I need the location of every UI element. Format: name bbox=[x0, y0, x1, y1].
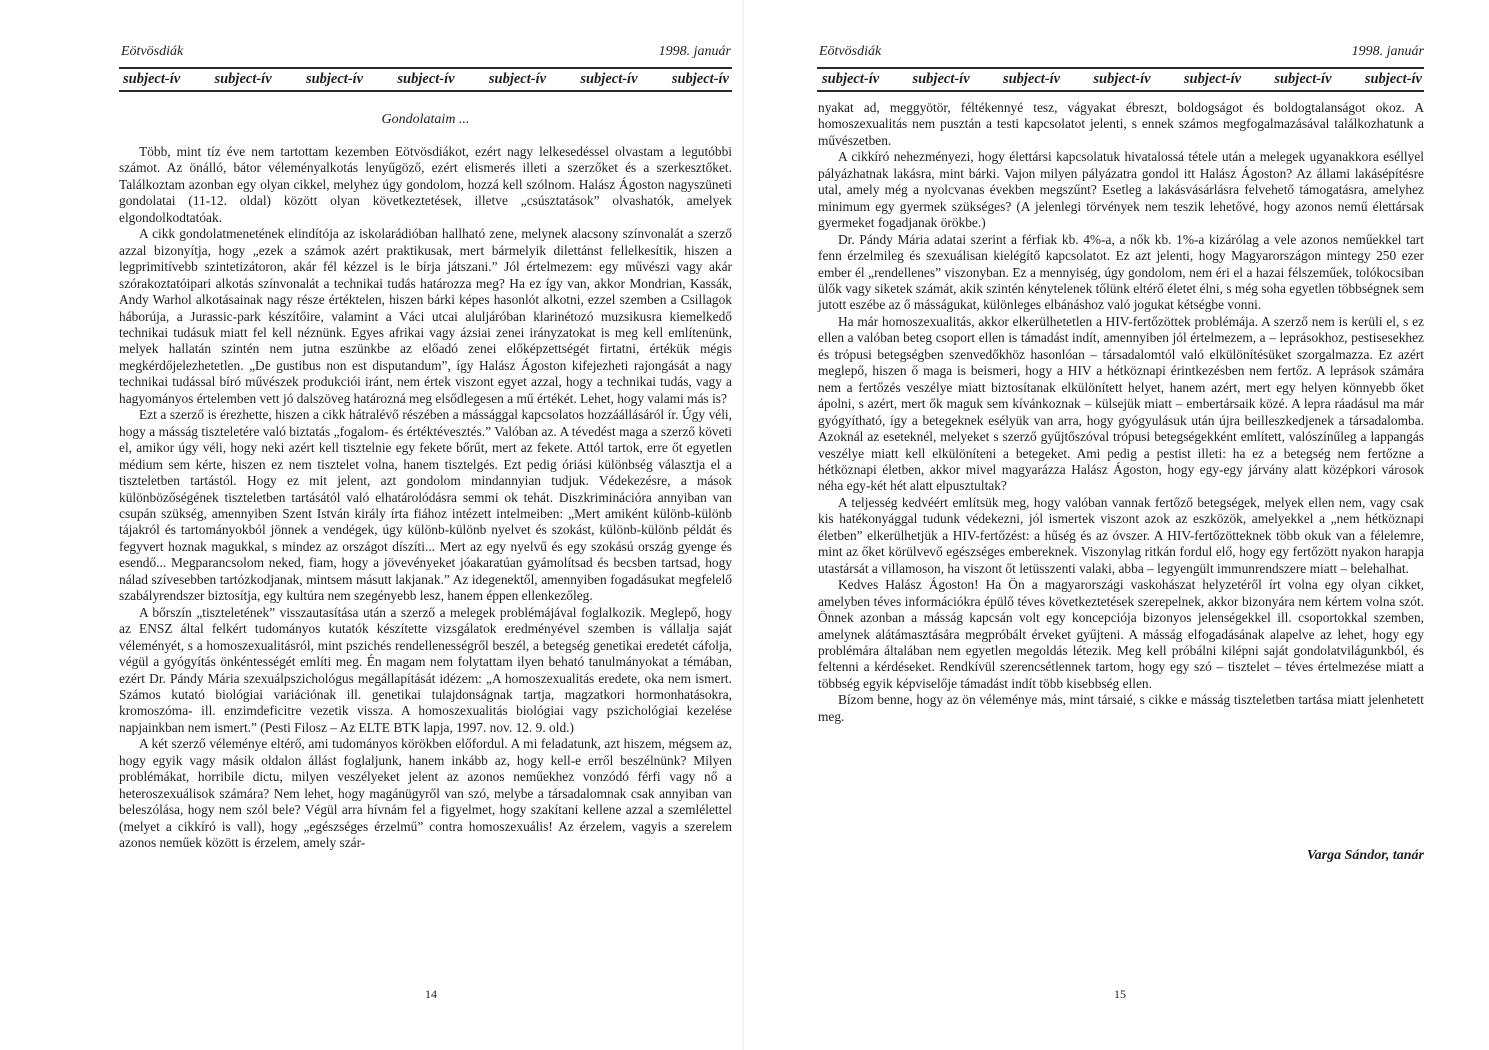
article-body bbox=[119, 144, 732, 851]
section-label: subject-ív bbox=[1183, 71, 1242, 87]
header-rule-bottom bbox=[119, 90, 732, 92]
section-label: subject-ív bbox=[671, 71, 729, 87]
running-header bbox=[121, 40, 731, 60]
paragraph: Kedves Halász Ágoston! Ha Ön a magyarországi vaskohászat helyzetéről írt volna egy olyan cikket, amelyben téves információkra épülő téves következtetések szerepelnek, akkor bizonyára nem kértem volna szót. Önnek azonban a másság kapcsán volt egy koncepciója bizonyos jelenségekkel ill. csoportokkal szemben, amelynek alátámasztására megpróbált érveket gyűjteni. A másság elfogadásának alapelve az lehet, hogy egy problémára általában nem egyetlen megoldás létezik. Meg kell próbálni kilépni saját gondolatvilágunkból, és feltenni a kérdéseket. Rendkívül szerencsétlennek tartom, hogy egy szó – tisztelet – téves értelmezése miatt a többség egyik képviselője támadást indít több kisebbség ellen. bbox=[818, 577, 1424, 691]
section-label: subject-ív bbox=[123, 71, 181, 87]
section-label: subject-ív bbox=[580, 71, 638, 87]
author-signature: Varga Sándor, tanár bbox=[1306, 848, 1424, 863]
section-label: subject-ív bbox=[1093, 71, 1151, 87]
paragraph: A cikkíró nehezményezi, hogy élettársi kapcsolatuk hivatalossá tétele után a melegek ugyanakkora eséllyel pályázhatnak lakásra, mint bárki. Vajon milyen pályázatra gondol itt Halász Ágoston? Az állami lakásépítésre utal, amely még a nyolcvanas években megszűnt? Esetleg a lakásvásárlásra felvehető támogatásra, amelyhez minimum egy gyermek szükséges? (A jelenlegi törvények nem teszik lehetővé, hogy azonos nemű élettársak gyermeket fogadjanak örökbe.) bbox=[818, 149, 1424, 231]
paragraph: A két szerző véleménye eltérő, ami tudományos körökben előfordul. A mi feladatunk, azt hiszem, mégsem az, hogy egyik vagy másik oldalon állást foglaljunk, hanem inkább az, hogy kell-e erről beszélnünk? Milyen problémákat, horribile dictu, milyen veszélyeket jelent az azonos neműekhez vonzódó férfi vagy nő a heteroszexuálisok számára? Nem lehet, hogy magánügyről van szó, melybe a társadalomnak csak annyiban van beleszólása, hogy nem szól bele? Végül arra hívnám fel a figyelmet, hogy szakítani kellene azzal a szemlélettel (melyet a cikkíró is vall), hogy „egészséges érzelmű” contra homoszexuális! Az érzelem, vagyis a szerelem azonos neműek között is érzelem, amely szár- bbox=[119, 736, 732, 851]
paragraph: Dr. Pándy Mária adatai szerint a férfiak kb. 4%-a, a nők kb. 1%-a kizárólag a vele azonos neműekkel tart fenn érzelmileg és szexuálisan kielégítő kapcsolatot. Ez azt jelenti, hogy Magyarországon mintegy 250 ezer ember él „rendellenes” viszonyban. Ez a mennyiség, úgy gondolom, nem éri el a hazai félszeműek, tolókocsiban ülők vagy siketek számát, akik szintén kénytelenek tőlünk eltérő életet élni, s még soha egyetlen többségnek sem jutott eszébe az ő másságukat, különleges elbánáshoz való jogukat kétségbe vonni. bbox=[818, 231, 1424, 313]
section-label: subject-ív bbox=[822, 71, 880, 87]
header-rule-top bbox=[817, 67, 1424, 69]
paragraph: Ezt a szerző is érezhette, hiszen a cikk hátralévő részében a mássággal kapcsolatos hozzáállásáról ír. Úgy véli, hogy a másság tiszteletére való biztatás „fogalom- és értéktévesztés.” Valóban az. A tévedést maga a szerző követi el, amikor úgy véli, hogy neki azért kell tisztelnie egy fekete bőrűt, mert az fekete. Attól tartok, erre őt egyetlen médium sem kérte, hiszen ez nem tisztelet volna, hanem tisztelgés. Ezt pedig óriási különbség választja el a tiszteletben tartástól. Hogy ez mit jelent, azt gondolom mindannyian tudjuk. Védekezésre, a mások különbözőségének tiszteletben tartásától való elhatárolódásra semmi ok tehát. Diszkriminációra annyiban van csupán szükség, amennyiben Szent István király írta fiához intézett intelmeiben: „Mert amiként különb-különb tájakról és tartományokból jönnek a vendégek, úgy különb-különb nyelvet és szokást, különb-különb példát és fegyvert hoznak magukkal, s mindez az országot díszíti... Mert az egy nyelvű és egy szokású ország gyenge és esendő... Megparancsolom neked, fiam, hogy a jövevényeket jóakaratúan gyámolítsad és becsben tartsad, hogy nálad szívesebben tartózkodjanak, mintsem másutt lakjanak.” Az idegenektől, amennyiben fogadásukat megfelelő szabályrendszer biztosítja, egy kultúra nem szegényebb lesz, hanem éppen ellenkezőleg. bbox=[119, 407, 732, 604]
paragraph: A teljesség kedvéért említsük meg, hogy valóban vannak fertőző betegségek, melyek ellen nem, vagy csak kis hatékonyággal tudunk védekezni, jól ismertek viszont azok az eszközök, amelyekkel a „nem hétköznapi életben” elkerülhetjük a HIV-fertőzést: a hűség és az óvszer. A HIV-fertőzötteknek több okuk van a félelemre, mint az őket körülvevő egészséges embereknek. Viszonylag ritkán fordul elő, hogy egy fertőzött nyakon harapja utastársát a villamoson, ha viszont őt letüsszenti valaki, abba – legyengült immunrendszere miatt – belehalhat. bbox=[818, 494, 1424, 576]
publication-name: Eötvösdiák bbox=[121, 44, 184, 59]
paragraph: Több, mint tíz éve nem tartottam kezemben Eötvösdiákot, ezért nagy lelkesedéssel olvastam a legutóbbi számot. Az önálló, bátor véleményalkotás lenyűgöző, ezért elismerés illeti a szerzőket és a szerkesztőket. Találkoztam azonban egy olyan cikkel, melyhez úgy gondolom, hozzá kell szólnom. Halász Ágoston nagyszüneti gondolatai (11-12. oldal) között olyan következtetések, illetve „csúsztatások” olvashatók, amelyek elgondolkodtatóak. bbox=[119, 144, 732, 225]
issue-date: 1998. január bbox=[1351, 44, 1424, 59]
section-banner bbox=[822, 70, 1422, 89]
paragraph: Bízom benne, hogy az ön véleménye más, mint társaié, s cikke e másság tiszteletben tartása miatt jelenhetett meg. bbox=[818, 692, 1424, 724]
section-label: subject-ív bbox=[1364, 71, 1422, 87]
article-body-continued bbox=[818, 100, 1424, 725]
paragraph: Ha már homoszexualitás, akkor elkerülhetetlen a HIV-fertőzöttek problémája. A szerző nem is kerüli el, s ez ellen a valóban beteg csoport ellen is támadást indít, amennyiben jól értelmezem, a – leprásokhoz, pestisesekhez és trópusi betegségben szenvedőkhöz hasonlóan – társadalomtól való elkülönítésüket szorgalmazza. Ez azért meglepő, hiszen ő maga is beismeri, hogy a HIV a hétköznapi érintkezésben nem fertőz. A leprások számára nem a fertőzés veszélye miatt biztosítanak elkülönített helyet, hanem azért, mert egy helyen könnyebb őket ápolni, s azért, mert ők maguk sem kívánkoznak – külsejük miatt – embertársaik közé. A lepra ráadásul ma már gyógyítható, így a betegeknek esélyük van arra, hogy gyógyulásuk után újra beilleszkedjenek a társadalomba. Azoknál az eseteknél, melyeket s szerző gyűjtőszóval trópusi betegségekként említett, valószínűleg a lappangás veszélye miatt kell elkülöníteni a betegeket. Ami pedig a pestist illeti: ha ez a betegség nem fertőzne a hétköznapi életben, akkor mivel magyarázza Halász Ágoston, hogy egy-egy járvány alatt középkori városok néha egy-két hét alatt elpusztultak? bbox=[818, 313, 1424, 494]
section-label: subject-ív bbox=[912, 71, 970, 87]
section-label: subject-ív bbox=[1002, 71, 1061, 87]
running-header bbox=[819, 40, 1424, 60]
header-rule-top bbox=[119, 67, 732, 69]
publication-name: Eötvösdiák bbox=[819, 44, 882, 59]
section-label: subject-ív bbox=[214, 71, 272, 87]
right-page bbox=[744, 0, 1489, 1050]
header-rule-bottom bbox=[817, 90, 1424, 92]
section-banner bbox=[123, 70, 729, 89]
section-label: subject-ív bbox=[1274, 71, 1332, 87]
issue-date: 1998. január bbox=[658, 44, 731, 59]
section-label: subject-ív bbox=[305, 71, 364, 87]
section-label: subject-ív bbox=[488, 71, 547, 87]
left-page bbox=[0, 0, 744, 1050]
paragraph: nyakat ad, meggyötör, féltékennyé tesz, vágyakat ébreszt, boldogságot és boldogtalanságot okoz. A homoszexualitás nem pusztán a testi kapcsolatot jelenti, s ennek számos megfogalmazásával találkozhatunk a művészetben. bbox=[818, 100, 1424, 148]
paragraph: A cikk gondolatmenetének elindítója az iskolarádióban hallható zene, melynek alacsony színvonalát a szerző azzal bizonyítja, hogy „ezek a számok azért praktikusak, mert bármelyik dilettánst fellelkesítik, hiszen a legprimitívebb szintetizátoron, akár fél kézzel is le bírja játszani.” Jól értelmezem: egy művészi vagy akár szórakoztatóipari alkotás színvonalát a technikai tudás határozza meg? Ha ez így van, akkor Mondrian, Kassák, Andy Warhol alkotásainak nagy része értéktelen, hiszen bárki képes hasonlót alkotni, ezzel szemben a Csillagok háborúja, a Jurassic-park készítőire, valamint a Váci utcai aluljáróban klarinétozó muzsikusra kiemelkedő technikai tudásuk miatt fel kell néznünk. Egyes afrikai vagy ázsiai zenei irányzatokat is meg kell említenünk, melyek hallatán szintén nem jutna eszünkbe az előadó zenei előképzettségét firtatni, értékük mégis megkérdőjelezhetetlen. „De gustibus non est disputandum”, így Halász Ágoston kifejezheti rajongását a nagy technikai tudással bíró művészek produkciói iránt, nem értek viszont egyet azzal, hogy a technikai tudás, vagy a hagyományos értelemben vett jó dalszöveg határozná meg elsődlegesen a mű értékét. Lehet, hogy valami más is? bbox=[119, 226, 732, 406]
section-label: subject-ív bbox=[397, 71, 455, 87]
page-number: 14 bbox=[425, 987, 437, 1001]
page-number: 15 bbox=[1114, 987, 1126, 1001]
article-title: Gondolataim ... bbox=[381, 112, 470, 127]
paragraph: A bőrszín „tiszteletének” visszautasítása után a szerző a melegek problémájával foglalkozik. Meglepő, hogy az ENSZ által felkért tudományos kutatók készítette vizsgálatok eredményével szemben is vállalja saját véleményét, s a homoszexualitásról, mint pszichés rendellenességről beszél, a betegség genetikai eredetét cáfolja, végül a gyógyítás önkéntességét említi meg. Én magam nem folytattam ilyen beható tanulmányokat a témában, ezért Dr. Pándy Mária szexuálpszichológus megállapítását idézem: „A homoszexualitás eredete, oka nem ismert. Számos kutató biológiai variációnak ill. genetikai tulajdonságnak tartja, magzatkori hormonhatásokra, kromoszóma- ill. enzimdeficitre vezetik vissza. A homoszexualitás biológiai vagy pszichológiai kezelése napjainkban nem ismert.” (Pesti Filosz – Az ELTE BTK lapja, 1997. nov. 12. 9. old.) bbox=[119, 604, 732, 735]
